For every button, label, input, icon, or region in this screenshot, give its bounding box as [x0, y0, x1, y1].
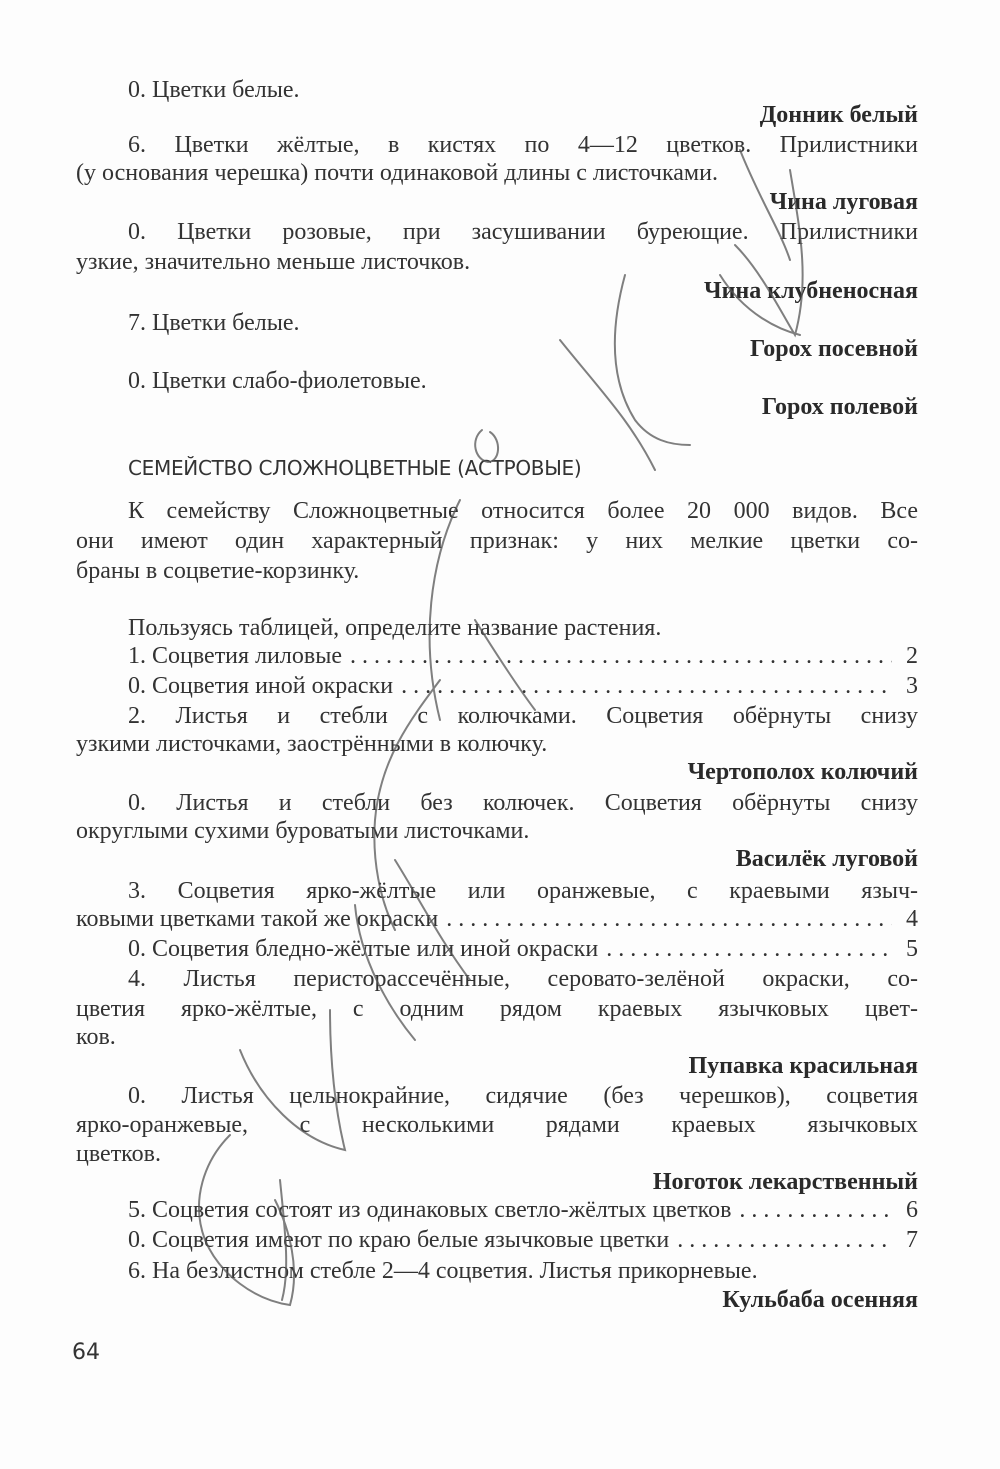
plant-answer-label: Ноготок лекарственный [652, 1169, 918, 1195]
plant-answer-label: Чина луговая [769, 189, 918, 215]
key-step-line [76, 1196, 918, 1224]
dot-leader [350, 642, 892, 670]
key-step-text: 5. Соцветия состоят из одинаковых светло-жёлтых цветков [128, 1197, 732, 1223]
key-step-line [76, 1226, 918, 1254]
text-line: 6. Цветки жёлтые, в кистях по 4—12 цветков. Прилистники [128, 132, 918, 158]
key-step-text: 0. Соцветия имеют по краю белые язычковые цветки [128, 1227, 670, 1253]
text-line: 3. Соцветия ярко-жёлтые или оранжевые, с краевыми языч- [128, 878, 918, 904]
key-step-line [76, 642, 918, 670]
key-step-target: 7 [906, 1227, 918, 1253]
text-line: 0. Листья цельнокрайние, сидячие (без черешков), соцветия [128, 1083, 918, 1109]
text-line: 6. На безлистном стебле 2—4 соцветия. Листья прикорневые. [128, 1258, 758, 1284]
text-line: браны в соцветие-корзинку. [76, 558, 360, 584]
plant-answer-label: Чина клубненосная [703, 278, 918, 304]
dot-leader [677, 1226, 892, 1254]
key-step-line [76, 935, 918, 963]
text-line: цветия ярко-жёлтые, с одним рядом краевых язычковых цвет- [76, 996, 918, 1022]
key-step-target: 6 [906, 1197, 918, 1223]
plant-answer-label: Кульбаба осенняя [722, 1287, 918, 1313]
plant-answer-label: Чертополох колючий [687, 759, 918, 785]
text-line: узкими листочками, заострёнными в колючку. [76, 731, 548, 757]
key-step-target: 5 [906, 936, 918, 962]
text-line: ков. [76, 1024, 116, 1050]
key-step-text: 1. Соцветия лиловые [128, 643, 342, 669]
text-line: 0. Цветки розовые, при засушивании буреющие. Прилистники [128, 219, 918, 245]
plant-answer-label: Пупавка красильная [688, 1053, 918, 1079]
text-line: цветков. [76, 1141, 161, 1167]
dot-leader [606, 935, 892, 963]
text-line: они имеют один характерный признак: у них мелкие цветки со- [76, 528, 918, 554]
text-line: К семейству Сложноцветные относится более 20 000 видов. Все [128, 498, 918, 524]
key-step-target: 4 [906, 906, 918, 932]
text-line: ярко-оранжевые, с несколькими рядами краевых язычковых [76, 1112, 918, 1138]
plant-answer-label: Василёк луговой [735, 846, 918, 872]
key-step-text: 0. Соцветия иной окраски [128, 673, 394, 699]
text-line: 7. Цветки белые. [128, 310, 300, 336]
key-step-line [76, 672, 918, 700]
text-line: 0. Цветки белые. [128, 77, 300, 103]
section-heading: СЕМЕЙСТВО СЛОЖНОЦВЕТНЫЕ (АСТРОВЫЕ) [128, 456, 582, 480]
text-line: Пользуясь таблицей, определите название растения. [128, 615, 662, 641]
page-number: 64 [72, 1340, 100, 1365]
dot-leader [739, 1196, 892, 1224]
plant-answer-label: Горох полевой [761, 394, 918, 420]
key-step-text: ковыми цветками такой же окраски [76, 906, 439, 932]
key-step-text: 0. Соцветия бледно-жёлтые или иной окраски [128, 936, 599, 962]
dot-leader [446, 905, 892, 933]
text-line: (у основания черешка) почти одинаковой длины с листочками. [76, 160, 718, 186]
key-step-target: 3 [906, 673, 918, 699]
key-step-target: 2 [906, 643, 918, 669]
text-line: 0. Листья и стебли без колючек. Соцветия обёрнуты снизу [128, 790, 918, 816]
key-step-line [76, 905, 918, 933]
text-line: 0. Цветки слабо-фиолетовые. [128, 368, 427, 394]
plant-answer-label: Донник белый [759, 102, 918, 128]
text-line: узкие, значительно меньше листочков. [76, 249, 471, 275]
text-line: округлыми сухими буроватыми листочками. [76, 818, 530, 844]
text-line: 2. Листья и стебли с колючками. Соцветия обёрнуты снизу [128, 703, 918, 729]
dot-leader [401, 672, 892, 700]
plant-answer-label: Горох посевной [750, 336, 918, 362]
text-line: 4. Листья перисторассечённые, серовато-зелёной окраски, со- [128, 966, 918, 992]
